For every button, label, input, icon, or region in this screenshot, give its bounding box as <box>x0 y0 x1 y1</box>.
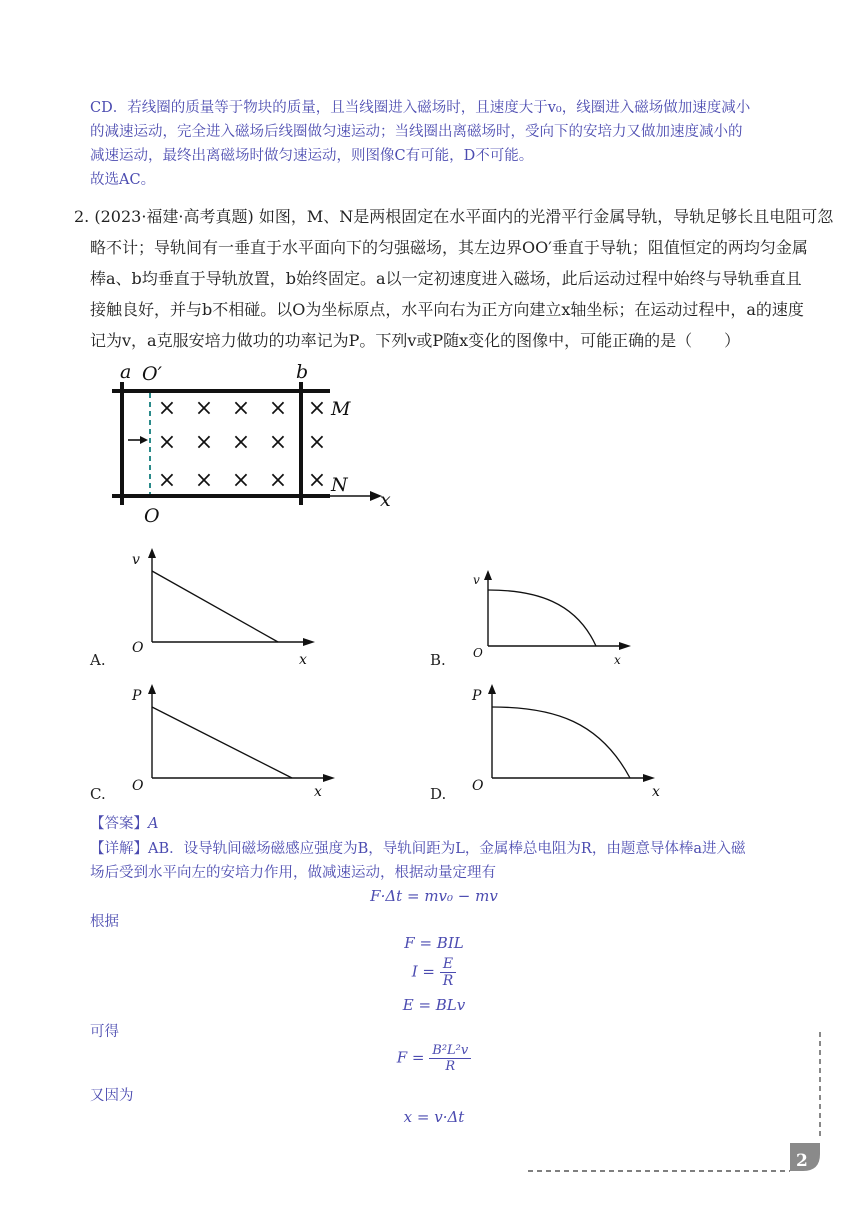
label-b: b <box>296 361 309 383</box>
x-axis-label: x <box>299 652 307 668</box>
x-axis-arrow-icon <box>323 774 335 782</box>
answer-value: A <box>148 816 159 832</box>
explanation-text-1: AB．设导轨间磁场磁感应强度为B，导轨间距为L，金属棒总电阻为R，由题意导体棒a进入磁 <box>148 841 746 857</box>
question-line-5: 记为v，a克服安培力做功的功率记为P。下列v或P随x变化的图像中，可能正确的是（ ） <box>90 331 741 350</box>
graph-curve <box>488 590 596 646</box>
option-b-graph <box>466 562 666 672</box>
field-cross-icon: × <box>268 468 288 493</box>
y-axis-arrow-icon <box>148 684 156 694</box>
equation-ampere-lhs: F = <box>396 1048 425 1067</box>
field-cross-icon: × <box>268 430 288 455</box>
fraction-denominator: R <box>445 1059 456 1074</box>
field-cross-icon: × <box>194 430 214 455</box>
field-cross-icon: × <box>307 468 327 493</box>
option-a-graph <box>125 542 325 672</box>
answer-line <box>90 812 158 836</box>
x-axis-arrow-icon <box>619 642 631 650</box>
field-cross-icon: × <box>157 430 177 455</box>
fraction-numerator: E <box>440 956 457 973</box>
prev-solution-line-3: 减速运动，最终出离磁场时做匀速运动，则图像C有可能，D不可能。 <box>90 148 534 164</box>
label-n: N <box>331 474 348 496</box>
field-cross-icon: × <box>231 396 251 421</box>
fraction-b2l2v-over-r <box>429 1043 471 1074</box>
option-b-label[interactable]: B. <box>430 651 446 669</box>
field-cross-icon: × <box>307 396 327 421</box>
field-cross-icon: × <box>157 468 177 493</box>
y-axis-label: v <box>132 552 140 568</box>
word-obtain: 可得 <box>90 1024 119 1040</box>
field-cross-icon: × <box>231 430 251 455</box>
explanation-tag: 【详解】 <box>90 841 148 857</box>
prev-solution-line-2: 的减速运动，完全进入磁场后线圈做匀速运动；当线圈出离磁场时，受向下的安培力又做加速度减小的 <box>90 124 743 140</box>
question-line-4: 接触良好，并与b不相碰。以O为坐标原点，水平向右为正方向建立x轴坐标；在运动过程中，a的速度 <box>90 300 804 319</box>
rail-magnetic-field-figure <box>100 360 400 530</box>
prev-solution-line-4: 故选AC。 <box>90 172 156 188</box>
field-cross-icon: × <box>194 468 214 493</box>
field-cross-icon: × <box>268 396 288 421</box>
y-axis-arrow-icon <box>488 684 496 694</box>
page-corner-decoration <box>520 1030 840 1180</box>
field-cross-icon: × <box>231 468 251 493</box>
graph-curve <box>152 707 292 778</box>
label-a: a <box>120 361 132 383</box>
x-axis-arrow-icon <box>303 638 315 646</box>
option-d-graph <box>465 678 685 808</box>
word-also-because: 又因为 <box>90 1088 134 1104</box>
equation-displacement: x = v·Δt <box>403 1108 465 1126</box>
graph-curve <box>492 707 630 778</box>
origin-label: O <box>473 646 483 660</box>
label-m: M <box>331 398 351 420</box>
equation-emf: E = BLv <box>402 996 466 1014</box>
equation-current <box>0 956 868 989</box>
y-axis-arrow-icon <box>148 548 156 558</box>
equation-current-lhs: I = <box>411 962 435 981</box>
y-axis-label: P <box>472 688 482 704</box>
fraction-e-over-r <box>440 956 457 989</box>
y-axis-label: v <box>473 573 480 587</box>
graph-curve <box>152 571 278 642</box>
equation-force: F = BIL <box>404 934 464 952</box>
label-o-prime: O′ <box>142 363 162 385</box>
question-line-2: 略不计；导轨间有一垂直于水平面向下的匀强磁场，其左边界OO′垂直于导轨；阻值恒定的两均匀金属 <box>90 238 808 257</box>
word-according: 根据 <box>90 914 119 930</box>
x-axis-label: x <box>314 784 322 800</box>
y-axis-label: P <box>132 688 142 704</box>
explanation-line-1 <box>90 837 745 861</box>
y-axis-arrow-icon <box>484 570 492 580</box>
option-d-label[interactable]: D. <box>430 785 447 803</box>
origin-label: O <box>132 640 144 656</box>
answer-tag: 【答案】 <box>90 816 148 832</box>
field-cross-icon: × <box>157 396 177 421</box>
field-cross-icon: × <box>194 396 214 421</box>
explanation-line-2: 场后受到水平向左的安培力作用，做减速运动，根据动量定理有 <box>90 865 496 881</box>
origin-label: O <box>132 778 144 794</box>
question-line-1: 2. (2023·福建·高考真题) 如图，M、N是两根固定在水平面内的光滑平行金属导轨，导轨足够长且电阻可忽 <box>74 207 834 226</box>
label-o: O <box>144 505 160 527</box>
x-axis-label: x <box>614 653 621 667</box>
x-axis-arrow-icon <box>643 774 655 782</box>
label-x: x <box>380 489 391 511</box>
option-c-graph <box>125 678 345 808</box>
field-cross-icon: × <box>307 430 327 455</box>
equation-impulse: F·Δt = mv₀ − mv <box>370 887 498 905</box>
option-c-label[interactable]: C. <box>90 785 106 803</box>
origin-label: O <box>472 778 484 794</box>
page-number: 2 <box>796 1151 808 1171</box>
prev-solution-line-1: CD．若线圈的质量等于物块的质量，且当线圈进入磁场时，且速度大于v₀，线圈进入磁场做加速度减小 <box>90 100 751 116</box>
option-a-label[interactable]: A. <box>90 651 106 669</box>
question-line-3: 棒a、b均垂直于导轨放置，b始终固定。a以一定初速度进入磁场，此后运动过程中始终与导轨垂直且 <box>90 269 802 288</box>
fraction-denominator: R <box>442 973 454 989</box>
x-axis-label: x <box>652 784 660 800</box>
fraction-numerator: B²L²v <box>429 1043 471 1059</box>
velocity-arrow-head-icon <box>140 436 148 444</box>
